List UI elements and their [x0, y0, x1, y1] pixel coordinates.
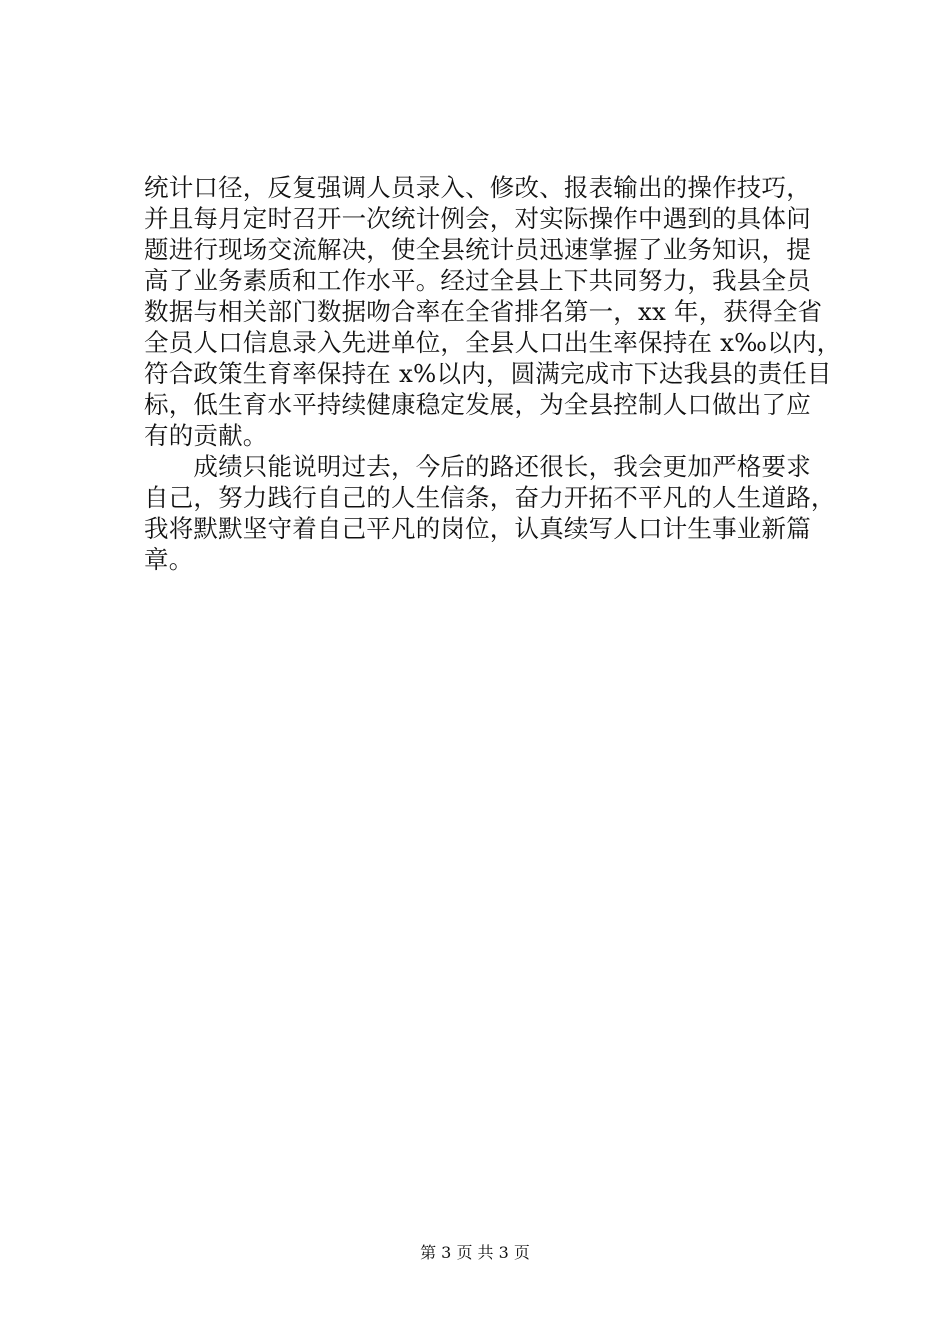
text-line: 标，低生育水平持续健康稳定发展，为全县控制人口做出了应	[144, 390, 811, 419]
text-line: 成绩只能说明过去，今后的路还很长，我会更加严格要求	[144, 452, 811, 481]
page-number-footer: 第 3 页 共 3 页	[420, 1243, 530, 1262]
text-line: 我将默默坚守着自己平凡的岗位，认真续写人口计生事业新篇	[144, 514, 811, 543]
text-line: 全员人口信息录入先进单位，全县人口出生率保持在 x‰以内，	[144, 328, 842, 357]
text-line: 有的贡献。	[144, 421, 268, 450]
text-line: 题进行现场交流解决，使全县统计员迅速掌握了业务知识，提	[144, 235, 811, 264]
text-line: 统计口径，反复强调人员录入、修改、报表输出的操作技巧，	[144, 173, 811, 202]
text-line: 并且每月定时召开一次统计例会，对实际操作中遇到的具体问	[144, 204, 811, 233]
document-body	[144, 172, 844, 575]
text-line: 数据与相关部门数据吻合率在全省排名第一，xx 年，获得全省	[144, 297, 823, 326]
text-line: 章。	[144, 545, 194, 574]
text-line: 符合政策生育率保持在 x%以内，圆满完成市下达我县的责任目	[144, 359, 832, 388]
text-line: 高了业务素质和工作水平。经过全县上下共同努力，我县全员	[144, 266, 811, 295]
text-line: 自己，努力践行自己的人生信条，奋力开拓不平凡的人生道路，	[144, 483, 836, 512]
